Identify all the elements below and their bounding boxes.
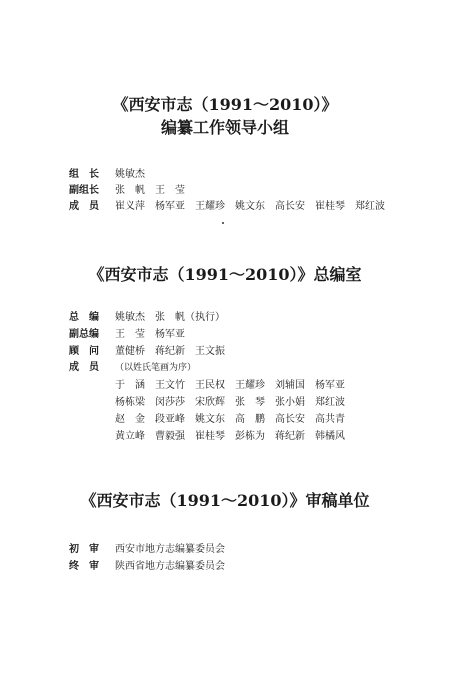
row-note: （以姓氏笔画为序）: [115, 363, 197, 373]
row-value: 董健桥 蒋纪新 王文振: [115, 346, 225, 357]
members-line-3: 赵 金 段亚峰 姚文东 高 鹏 高长安 高共青: [115, 414, 345, 425]
row-label: 组 长: [69, 169, 99, 180]
section1-row-members: [69, 200, 385, 214]
row-label: 成 员: [69, 362, 99, 373]
row-label: 成 员: [69, 201, 99, 212]
stray-mark: [222, 222, 224, 224]
row-label: 顾 问: [69, 346, 99, 357]
section2-row-members: [69, 361, 196, 375]
section1-title-line1: 《西安市志（1991～2010）》: [112, 95, 338, 114]
members-line-1: 于 涵 王文竹 王民权 王耀珍 刘辅国 杨军亚: [115, 380, 345, 391]
section3-title: 《西安市志（1991～2010）》审稿单位: [80, 491, 370, 510]
row-value: 姚敏杰: [115, 169, 145, 180]
section2-row-advisor: [69, 345, 225, 359]
section2-row-deputy-editor: [69, 328, 185, 342]
row-label: 终 审: [69, 561, 99, 572]
row-label: 初 审: [69, 544, 99, 555]
section2-title: 《西安市志（1991～2010）》总编室: [88, 265, 362, 284]
section3-row-final-review: [69, 560, 225, 574]
section1-title-line2: 编纂工作领导小组: [160, 118, 289, 137]
section1-row-deputy: [69, 184, 185, 198]
section1-row-leader: [69, 168, 145, 182]
row-value: 崔义萍 杨军亚 王耀珍 姚文东 高长安 崔桂琴 郑红波: [115, 201, 385, 212]
row-label: 副组长: [69, 185, 99, 196]
row-label: 总 编: [69, 312, 99, 323]
section2-row-chief-editor: [69, 311, 225, 325]
row-value: 王 莹 杨军亚: [115, 329, 185, 340]
members-line-4: 黄立峰 曹毅强 崔桂琴 彭栋为 蒋纪新 韩橘风: [115, 431, 345, 442]
row-value: 西安市地方志编纂委员会: [115, 544, 225, 555]
row-label: 副总编: [69, 329, 99, 340]
members-line-2: 杨栋梁 闵莎莎 宋欣辉 张 琴 张小娟 郑红波: [115, 397, 345, 408]
row-value: 姚敏杰 张 帆（执行）: [115, 312, 225, 323]
row-value: 陕西省地方志编纂委员会: [115, 561, 225, 572]
row-value: 张 帆 王 莹: [115, 185, 185, 196]
section3-row-first-review: [69, 543, 225, 557]
